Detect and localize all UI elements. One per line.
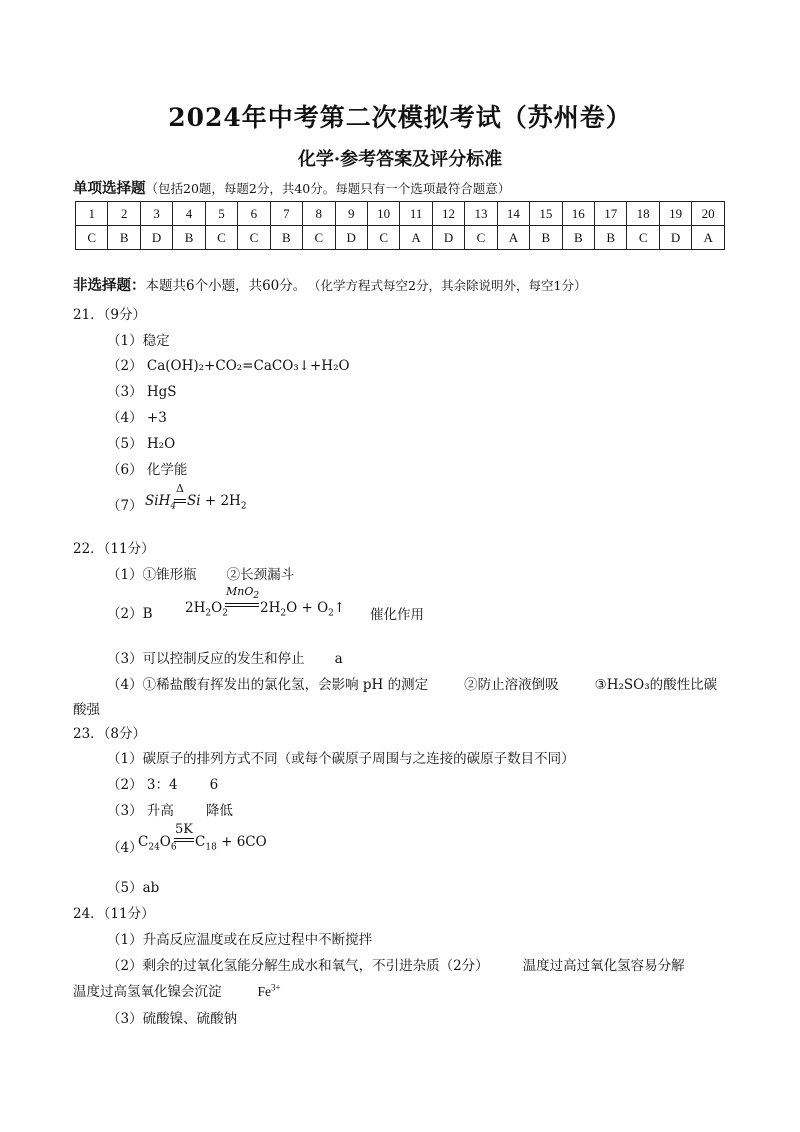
q21-answer-6: （6） 化学能 <box>107 462 188 478</box>
q22-answer-3: （3）可以控制反应的发生和停止 a <box>107 651 343 667</box>
iron-ion: $Fe^{3+}$ <box>257 982 281 999</box>
question-number-cell: 19 <box>659 202 691 226</box>
question-number-cell: 3 <box>140 202 172 226</box>
answer-cell: B <box>595 226 627 250</box>
q22-eq-left: $2H_2O_2$ <box>185 600 228 619</box>
section-heading: 非选择题： <box>73 278 146 294</box>
q24-answer-3: （3）硫酸镍、硫酸钠 <box>107 1011 238 1027</box>
question-21-header: 21．（9分） <box>73 307 147 323</box>
question-number-cell: 1 <box>76 202 108 226</box>
answer-cell: C <box>303 226 335 250</box>
question-number-cell: 6 <box>238 202 270 226</box>
question-number-cell: 9 <box>335 202 367 226</box>
answer-cell: C <box>76 226 108 250</box>
q24-answer-2-continued: 温度过高氢氧化镍会沉淀 $Fe^{3+}$ <box>73 982 281 1000</box>
section-single-choice <box>73 177 510 198</box>
question-number-cell: 14 <box>497 202 529 226</box>
heat-symbol: Δ <box>176 482 184 495</box>
question-number-cell: 17 <box>595 202 627 226</box>
q24-answer-1: （1）升高反应温度或在反应过程中不断搅拌 <box>107 932 373 948</box>
section-text: 本题共6个小题，共60分。 <box>145 278 307 294</box>
q21-answer-2: （2） Ca(OH)₂+CO₂=CaCO₃↓+H₂O <box>107 358 350 374</box>
q21-eq-left: SiH$_4$ <box>145 493 177 512</box>
question-number-cell: 20 <box>692 202 725 226</box>
chemical-equation: Ca(OH)₂+CO₂=CaCO₃↓+H₂O <box>146 358 350 374</box>
answer-cell: A <box>692 226 725 250</box>
answer-cell: B <box>530 226 562 250</box>
page-subtitle: 化学·参考答案及评分标准 <box>297 149 503 170</box>
answer-table-number-row <box>76 202 725 226</box>
answer-cell: D <box>659 226 691 250</box>
q23-answer-1: （1）碳原子的排列方式不同（或每个碳原子周围与之连接的碳原子数目不同） <box>107 751 575 767</box>
q21-answer-1: （1）稳定 <box>107 333 170 349</box>
answer-cell: B <box>562 226 594 250</box>
catalyst-label: MnO$_2$ <box>226 585 260 602</box>
section-non-choice <box>73 274 586 295</box>
q23-eq-right: $C_{18} + 6CO$ <box>195 834 267 853</box>
question-number-cell: 7 <box>270 202 302 226</box>
q22-answer-1: （1）①锥形瓶 ②长颈漏斗 <box>107 567 295 583</box>
question-number-cell: 5 <box>205 202 237 226</box>
answer-cell: A <box>497 226 529 250</box>
q22-eq-right: $2H_2O$ + $O_2↑$ <box>260 600 346 619</box>
question-number-cell: 12 <box>432 202 464 226</box>
question-number-cell: 16 <box>562 202 594 226</box>
q21-answer-4: （4） +3 <box>107 410 167 426</box>
section-note: （包括20题，每题2分，共40分。每题只有一个选项最符合题意） <box>145 181 511 196</box>
answer-cell: B <box>108 226 140 250</box>
answer-cell: C <box>205 226 237 250</box>
question-number-cell: 15 <box>530 202 562 226</box>
q22-answer-2-extra: 催化作用 <box>370 607 424 623</box>
question-24-header: 24．（11分） <box>73 906 155 922</box>
question-22-header: 22．（11分） <box>73 541 155 557</box>
answer-cell: B <box>173 226 205 250</box>
answer-cell: A <box>400 226 432 250</box>
q23-answer-4-label: （4） <box>107 840 143 856</box>
question-number-cell: 8 <box>303 202 335 226</box>
q23-answer-2: （2） 3：4 6 <box>107 777 219 793</box>
q21-answer-3: （3） HgS <box>107 384 177 400</box>
q21-answer-5: （5） H₂O <box>107 436 176 452</box>
answer-table <box>75 201 725 250</box>
answer-cell: D <box>335 226 367 250</box>
q23-answer-3: （3） 升高 降低 <box>107 803 233 819</box>
question-23-header: 23．（8分） <box>73 726 147 742</box>
q23-answer-5: （5）ab <box>107 880 160 896</box>
answer-table-answer-row <box>76 226 725 250</box>
condition-label: 5K <box>175 822 193 837</box>
page-title: 2024年中考第二次模拟考试（苏州卷） <box>168 103 632 132</box>
answer-cell: D <box>140 226 172 250</box>
q21-eq-right: $Si + 2H_2$ <box>187 493 247 512</box>
answer-cell: C <box>367 226 399 250</box>
answer-cell: D <box>432 226 464 250</box>
question-number-cell: 10 <box>367 202 399 226</box>
answer-cell: C <box>465 226 497 250</box>
q24-answer-2: （2）剩余的过氧化氢能分解生成水和氧气，不引进杂质（2分） 温度过高过氧化氢容易分解 <box>107 958 685 974</box>
answer-cell: C <box>238 226 270 250</box>
q22-answer-4-continued: 酸强 <box>73 702 100 718</box>
section-heading: 单项选择题 <box>73 181 146 197</box>
q21-answer-7-label: （7） <box>107 498 143 514</box>
q23-eq-left: $C_{24}O_6$ <box>138 834 177 853</box>
question-number-cell: 13 <box>465 202 497 226</box>
question-number-cell: 2 <box>108 202 140 226</box>
question-number-cell: 18 <box>627 202 659 226</box>
question-number-cell: 4 <box>173 202 205 226</box>
q22-answer-2-label: （2）B <box>107 606 153 622</box>
q22-answer-4: （4）①稀盐酸有挥发出的氯化氢，会影响 pH 的测定 ②防止溶液倒吸 ③H₂SO₃的酸性比碳 <box>107 677 718 693</box>
answer-cell: C <box>627 226 659 250</box>
answer-cell: B <box>270 226 302 250</box>
section-note: （化学方程式每空2分，其余除说明外，每空1分） <box>314 278 587 293</box>
question-number-cell: 11 <box>400 202 432 226</box>
